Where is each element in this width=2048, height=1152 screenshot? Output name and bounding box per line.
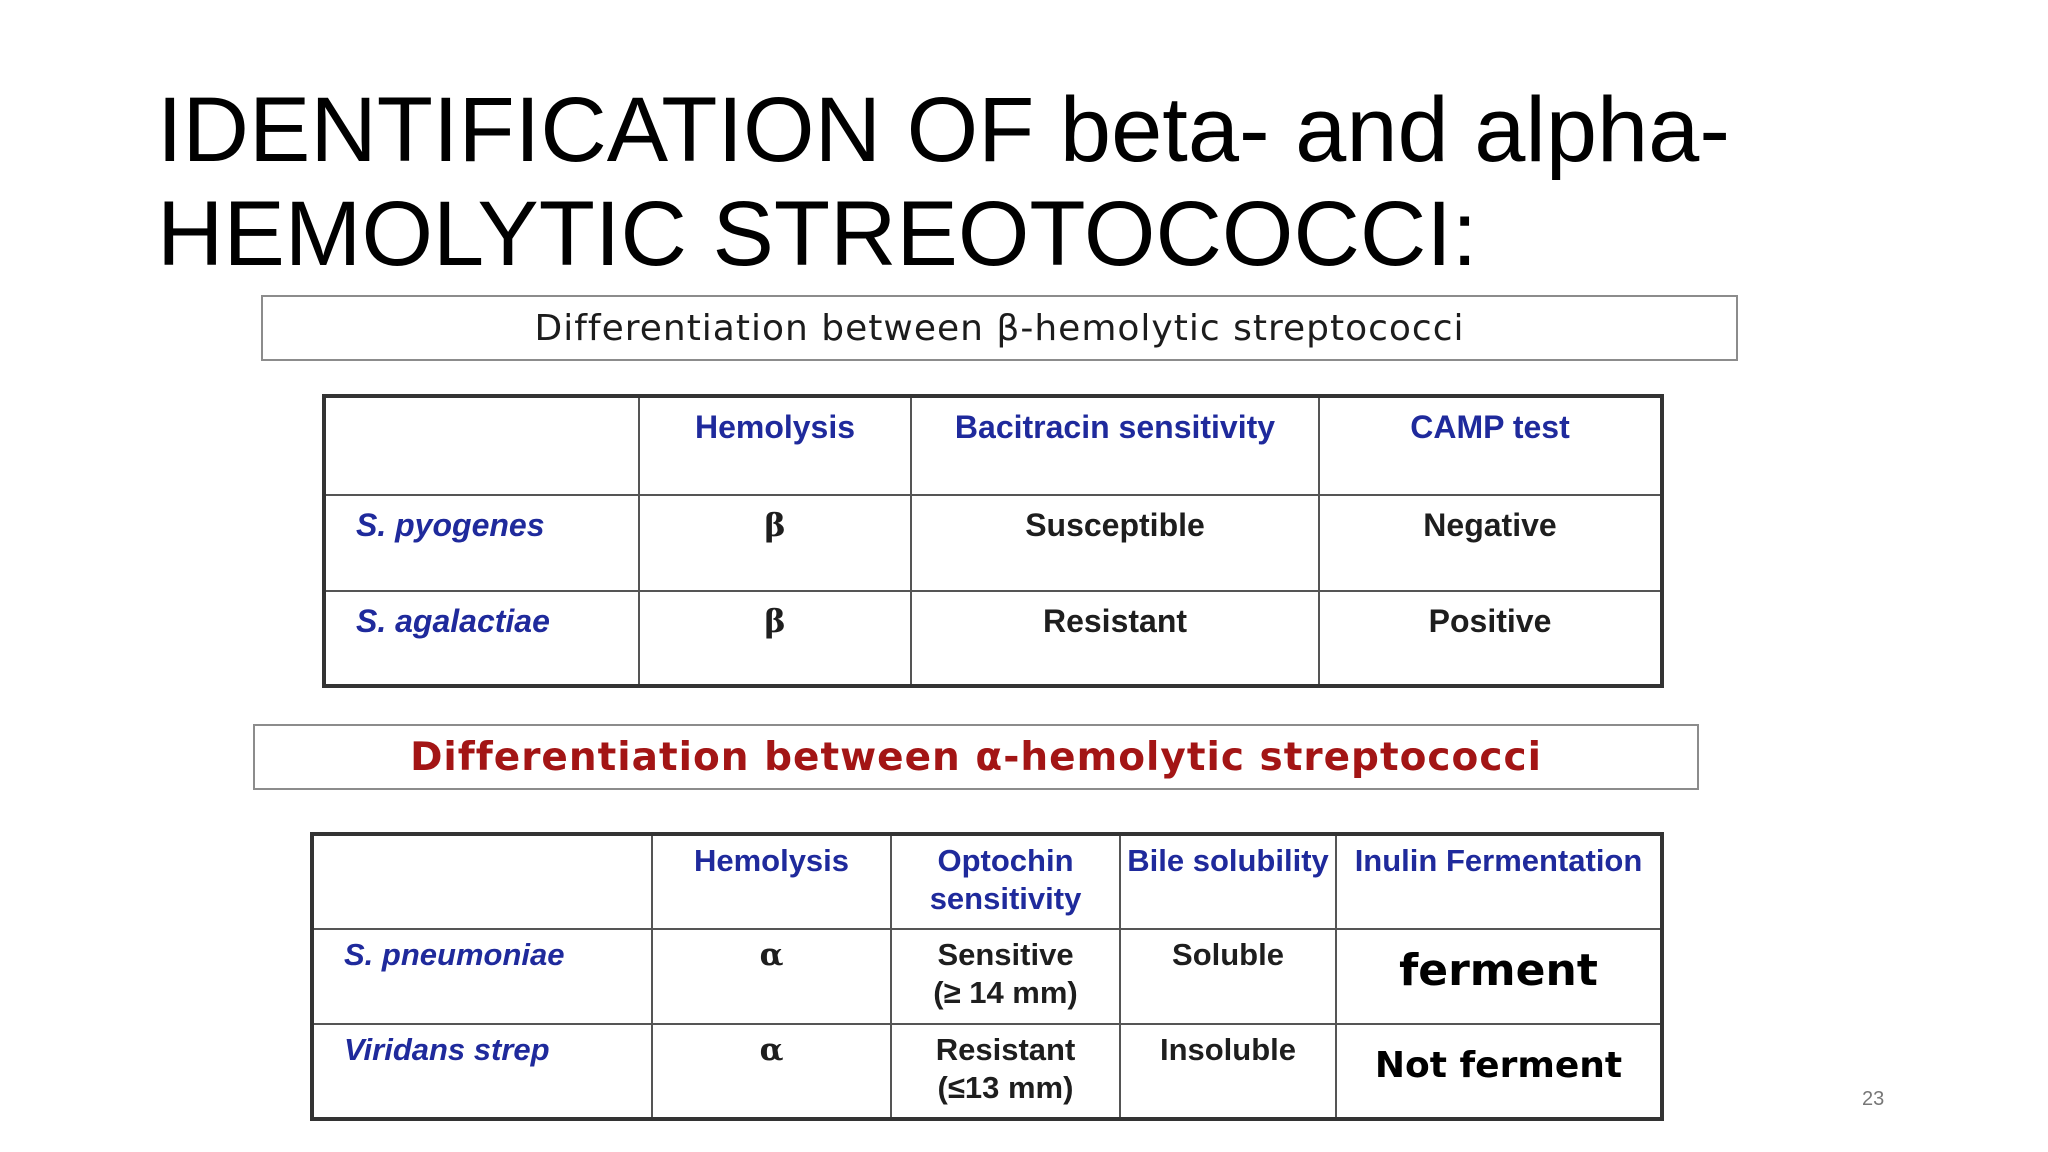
optochin-result: Sensitive [937,937,1074,972]
species-cell: S. pyogenes [324,495,639,591]
alpha-hemolytic-table [310,832,1664,1121]
camp-cell: Positive [1319,591,1662,686]
bile-cell: Soluble [1120,929,1336,1024]
optochin-cell [891,929,1120,1024]
hemolysis-cell: α [652,1024,891,1119]
header-cell-empty [312,834,652,929]
header-optochin: Optochin sensitivity [891,834,1120,929]
title-line-1: IDENTIFICATION OF beta- and alpha- [157,79,1730,181]
table-row [312,1024,1662,1119]
species-cell: Viridans strep [312,1024,652,1119]
table-header-row [312,834,1662,929]
inulin-cell: Not ferment [1336,1024,1662,1119]
header-hemolysis: Hemolysis [652,834,891,929]
table-row [324,591,1662,686]
optochin-zone: (≤13 mm) [937,1070,1074,1105]
species-cell: S. agalactiae [324,591,639,686]
beta-hemolytic-table [322,394,1664,688]
header-cell-empty [324,396,639,495]
header-inulin: Inulin Fermentation [1336,834,1662,929]
header-bile-solubility: Bile solubility [1120,834,1336,929]
hemolysis-cell: α [652,929,891,1024]
header-camp-test: CAMP test [1319,396,1662,495]
beta-caption: Differentiation between β-hemolytic streptococci [261,295,1738,361]
table-row [324,495,1662,591]
header-hemolysis: Hemolysis [639,396,911,495]
hemolysis-cell: β [639,591,911,686]
optochin-zone: (≥ 14 mm) [933,975,1078,1010]
optochin-result: Resistant [935,1032,1076,1067]
bacitracin-cell: Susceptible [911,495,1319,591]
bile-cell: Insoluble [1120,1024,1336,1119]
camp-cell: Negative [1319,495,1662,591]
optochin-cell [891,1024,1120,1119]
alpha-caption: Differentiation between α-hemolytic streptococci [253,724,1699,790]
table-header-row [324,396,1662,495]
bacitracin-cell: Resistant [911,591,1319,686]
title-line-2: HEMOLYTIC STREOTOCOCCI: [157,183,1478,285]
header-bacitracin: Bacitracin sensitivity [911,396,1319,495]
hemolysis-cell: β [639,495,911,591]
table-row [312,929,1662,1024]
species-cell: S. pneumoniae [312,929,652,1024]
slide-title [157,78,2007,286]
page-number: 23 [1862,1088,1885,1110]
inulin-cell: ferment [1336,929,1662,1024]
